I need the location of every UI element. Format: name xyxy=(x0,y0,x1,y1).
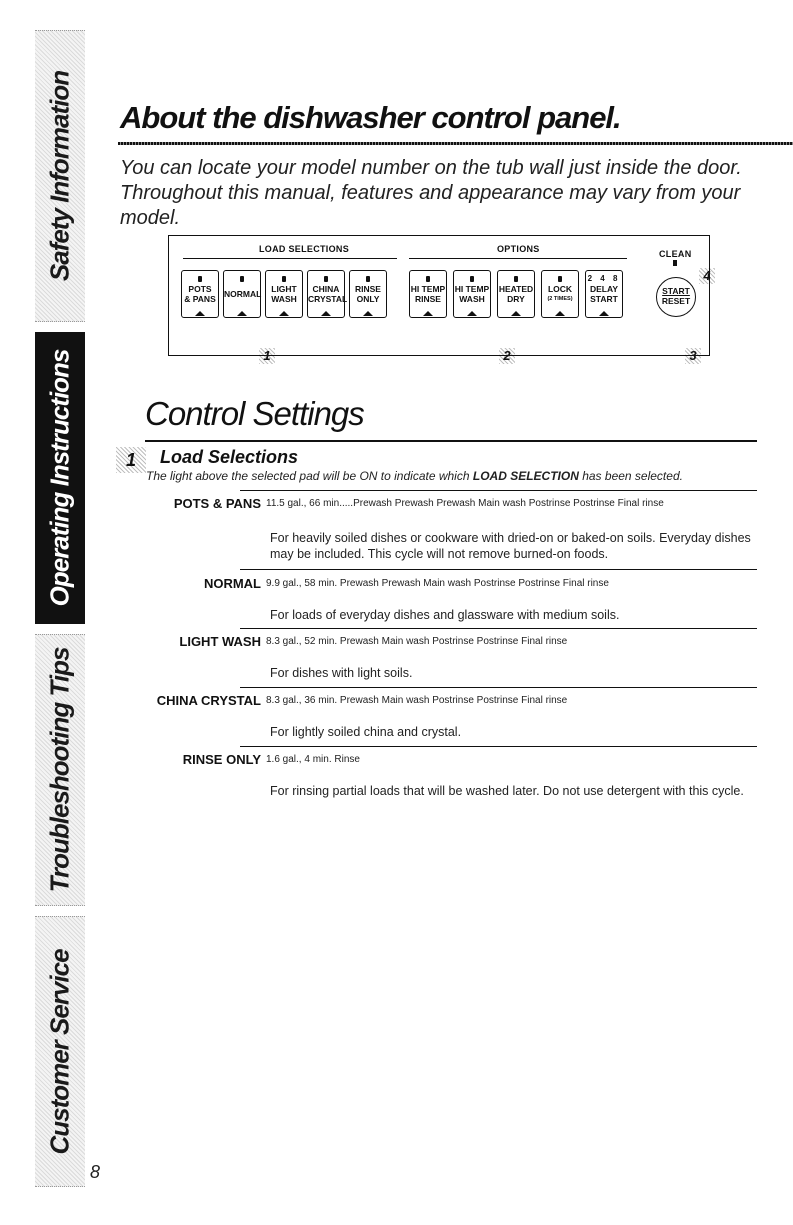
page-number: 8 xyxy=(90,1162,101,1182)
row-divider xyxy=(240,569,757,570)
intro-line: Throughout this manual, features and appearance may vary from your model. xyxy=(120,182,741,229)
cycle-spec: 9.9 gal., 58 min. Prewash Prewash Main wash Postrinse Postrinse Final rinse xyxy=(266,578,609,589)
cycle-description: For loads of everyday dishes and glassware with medium soils. xyxy=(270,608,620,622)
light-wash-pad[interactable] xyxy=(265,270,303,318)
pad-label: ONLY xyxy=(356,294,380,304)
pad-label: RINSE xyxy=(355,284,381,294)
normal-pad[interactable] xyxy=(223,270,261,318)
options-group-label: OPTIONS xyxy=(497,244,540,254)
indicator-light xyxy=(558,276,562,282)
row-divider xyxy=(240,687,757,688)
subsection-description xyxy=(146,469,766,483)
cycle-spec: 8.3 gal., 52 min. Prewash Main wash Postrinse Postrinse Final rinse xyxy=(266,636,568,647)
sidebar-nav xyxy=(35,30,85,1185)
tab-safety-information[interactable] xyxy=(35,30,85,322)
reset-label: RESET xyxy=(661,296,691,306)
pad-label: POTS xyxy=(188,284,212,294)
options-group-line xyxy=(409,258,627,259)
cycle-spec: 1.6 gal., 4 min. Rinse xyxy=(266,754,360,765)
clean-label: CLEAN xyxy=(659,249,692,259)
triangle-icon xyxy=(511,311,521,316)
pad-label: DELAY xyxy=(589,284,619,294)
callout-marker: 4 xyxy=(699,268,715,284)
tab-label: Operating Instructions xyxy=(44,349,75,607)
indicator-light xyxy=(514,276,518,282)
indicator-light xyxy=(470,276,474,282)
indicator-light xyxy=(426,276,430,282)
row-divider xyxy=(240,490,757,491)
pad-label: HEATED xyxy=(498,284,534,294)
triangle-icon xyxy=(195,311,205,316)
pad-label: LIGHT xyxy=(271,284,297,294)
hi-temp-rinse-pad[interactable] xyxy=(409,270,447,318)
tab-customer-service[interactable] xyxy=(35,916,85,1187)
cycle-description: For heavily soiled dishes or cookware with dried-on or baked-on soils. Everyday dishes may be included. This cycle will not remove burned-on foods. xyxy=(270,531,751,561)
cycle-name: CHINA CRYSTAL xyxy=(156,693,261,708)
indicator-light xyxy=(198,276,202,282)
callout-marker: 3 xyxy=(685,348,701,364)
china-crystal-pad[interactable] xyxy=(307,270,348,318)
title-divider xyxy=(118,142,793,145)
hi-temp-wash-pad[interactable] xyxy=(453,270,491,318)
pad-label: HI TEMP xyxy=(454,284,490,294)
rinse-only-pad[interactable] xyxy=(349,270,387,318)
cycle-description: For rinsing partial loads that will be washed later. Do not use detergent with this cycle. xyxy=(270,784,744,798)
indicator-light xyxy=(324,276,328,282)
cycle-spec: 11.5 gal., 66 min.....Prewash Prewash Prewash Main wash Postrinse Postrinse Final rinse xyxy=(266,498,664,509)
triangle-icon xyxy=(467,311,477,316)
clean-indicator-light xyxy=(673,260,677,266)
tab-operating-instructions[interactable] xyxy=(35,332,85,624)
subsection-title: Load Selections xyxy=(160,447,299,467)
triangle-icon xyxy=(599,311,609,316)
load-selections-group-line xyxy=(183,258,397,259)
triangle-icon xyxy=(279,311,289,316)
lock-pad[interactable] xyxy=(541,270,579,318)
tab-label: Safety Information xyxy=(44,70,75,282)
start-label: START xyxy=(662,286,690,296)
pad-label: LOCK xyxy=(547,284,573,294)
pad-label: WASH xyxy=(459,294,485,304)
cycle-name: POTS & PANS xyxy=(173,496,261,511)
row-divider xyxy=(240,746,757,747)
cycle-description: For lightly soiled china and crystal. xyxy=(270,725,462,739)
section-title: Control Settings xyxy=(145,395,364,432)
pad-label: HI TEMP xyxy=(410,284,446,294)
tab-troubleshooting-tips[interactable] xyxy=(35,634,85,906)
pad-label: (2 TIMES) xyxy=(547,296,573,302)
step-badge: 1 xyxy=(116,447,146,473)
intro-line: You can locate your model number on the tub wall just inside the door. xyxy=(120,157,742,179)
cycle-spec: 8.3 gal., 36 min. Prewash Main wash Postrinse Postrinse Final rinse xyxy=(266,695,568,706)
triangle-icon xyxy=(321,311,331,316)
indicator-light xyxy=(366,276,370,282)
cycle-name: LIGHT WASH xyxy=(179,634,261,649)
callout-marker: 2 xyxy=(499,348,515,364)
cycle-name: NORMAL xyxy=(203,576,261,591)
indicator-light xyxy=(282,276,286,282)
triangle-icon xyxy=(555,311,565,316)
pad-label: RINSE xyxy=(415,294,441,304)
tab-label: Troubleshooting Tips xyxy=(44,647,75,893)
pad-label: & PANS xyxy=(184,294,216,304)
pad-label: CRYSTAL xyxy=(308,294,348,304)
pad-label: WASH xyxy=(271,294,297,304)
control-panel-diagram xyxy=(168,235,711,363)
intro-text xyxy=(120,156,790,231)
load-selections-group-label: LOAD SELECTIONS xyxy=(259,244,350,254)
heated-dry-pad[interactable] xyxy=(497,270,535,318)
tab-label: Customer Service xyxy=(44,948,75,1155)
indicator-light xyxy=(240,276,244,282)
delay-hours-label: 2 4 8 xyxy=(587,274,621,283)
pots-pans-pad[interactable] xyxy=(181,270,219,318)
pad-label: DRY xyxy=(507,294,525,304)
pad-label: NORMAL xyxy=(224,289,262,299)
description-text: The light above the selected pad will be ON to indicate which xyxy=(146,469,473,483)
start-reset-button[interactable] xyxy=(656,277,696,317)
description-emphasis: LOAD SELECTION xyxy=(472,469,579,483)
delay-start-pad[interactable] xyxy=(585,270,623,318)
page-title: About the dishwasher control panel. xyxy=(120,100,621,135)
cycle-name: RINSE ONLY xyxy=(182,752,261,767)
triangle-icon xyxy=(423,311,433,316)
triangle-icon xyxy=(237,311,247,316)
description-text: has been selected. xyxy=(578,469,683,483)
cycle-description: For dishes with light soils. xyxy=(270,666,413,680)
pad-label: START xyxy=(590,294,618,304)
triangle-icon xyxy=(363,311,373,316)
row-divider xyxy=(240,628,757,629)
pad-label: CHINA xyxy=(312,284,340,294)
section-divider xyxy=(145,440,757,442)
callout-marker: 1 xyxy=(259,348,275,364)
